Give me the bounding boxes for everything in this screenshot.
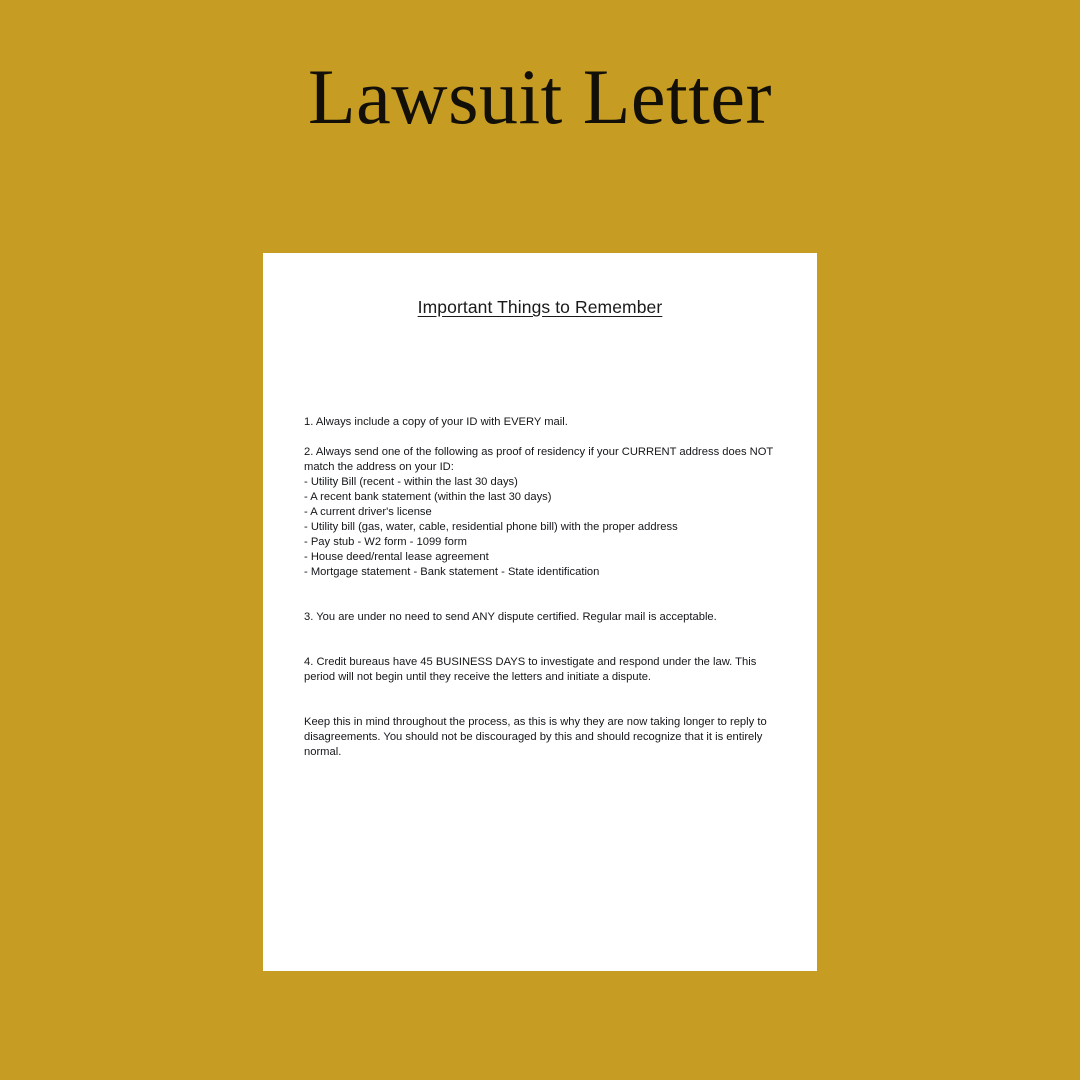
spacer (304, 640, 776, 655)
document-item-4: 4. Credit bureaus have 45 BUSINESS DAYS to investigate and respond under the law. This period will not begin until they receive the letters and initiate a dispute. (304, 656, 757, 683)
document-page (263, 253, 817, 971)
document-item-3: 3. You are under no need to send ANY dispute certified. Regular mail is acceptable. (304, 611, 717, 623)
proof-list-item: - House deed/rental lease agreement (304, 551, 489, 563)
document-closing: Keep this in mind throughout the process, as this is why they are now taking longer to reply to disagreements. You should not be discouraged by this and should recognize that it is entirely normal. (304, 716, 767, 758)
proof-list-item: - Utility bill (gas, water, cable, residential phone bill) with the proper address (304, 521, 678, 533)
document-body (304, 415, 776, 760)
proof-list-item: - Pay stub - W2 form - 1099 form (304, 536, 467, 548)
proof-list-item: - Utility Bill (recent - within the last 30 days) (304, 476, 518, 488)
proof-list-item: - A current driver's license (304, 506, 432, 518)
spacer (304, 700, 776, 715)
document-heading: Important Things to Remember (417, 297, 663, 317)
spacer (304, 580, 776, 595)
document-item-1: 1. Always include a copy of your ID with EVERY mail. (304, 416, 568, 428)
document-item-2: 2. Always send one of the following as proof of residency if your CURRENT address does NOT match the address on your ID: (304, 446, 774, 473)
proof-list-item: - Mortgage statement - Bank statement - State identification (304, 566, 600, 578)
spacer (304, 595, 776, 610)
proof-list-item: - A recent bank statement (within the last 30 days) (304, 491, 552, 503)
page-title: Lawsuit Letter (308, 53, 772, 140)
